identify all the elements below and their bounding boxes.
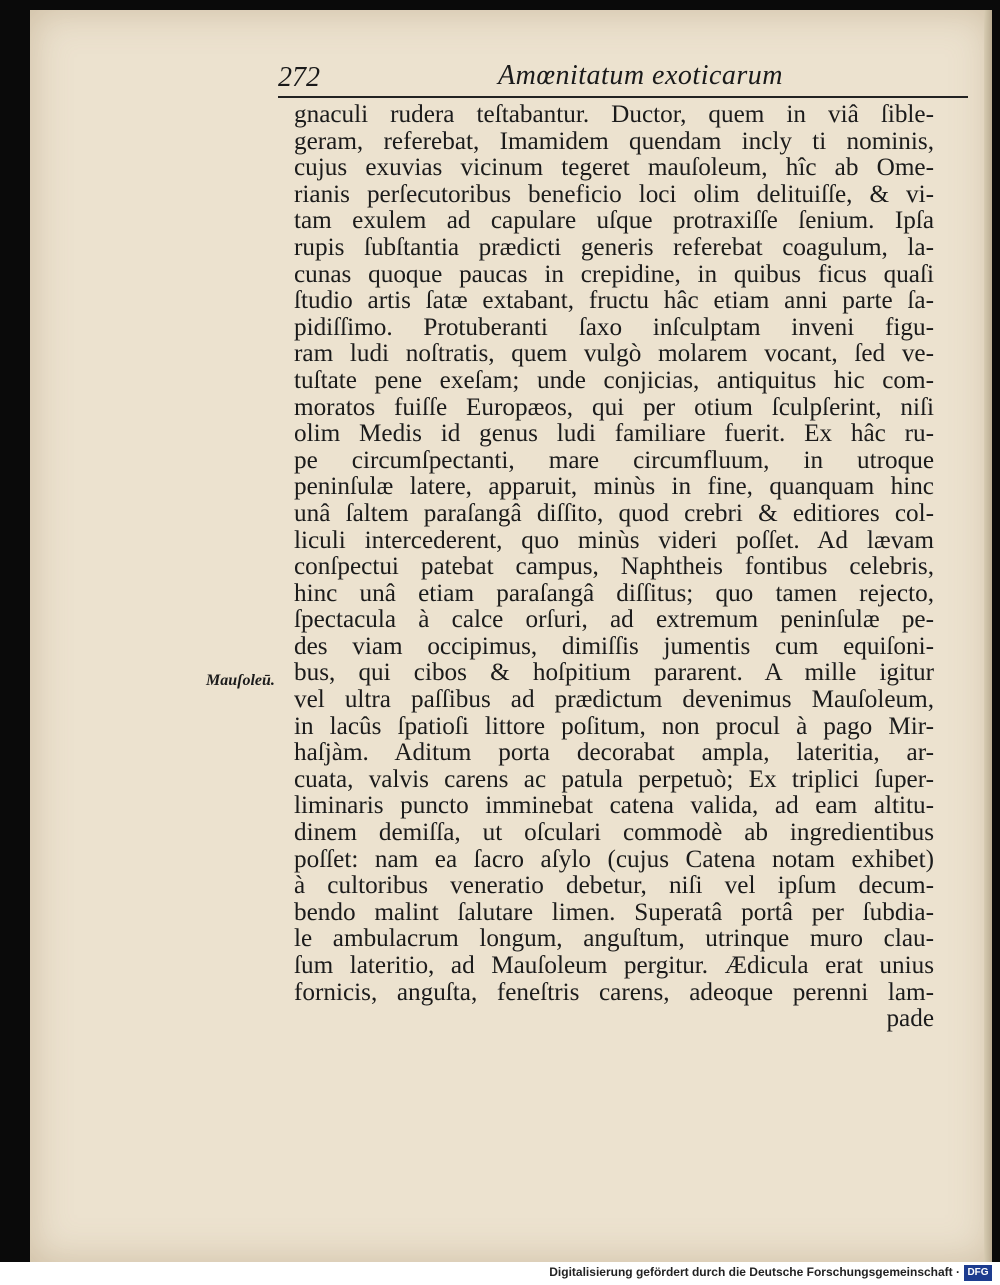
text-line: geram, referebat, Imamidem quendam incly ti nominis,	[294, 127, 934, 155]
catchword-line: pade	[886, 1005, 934, 1033]
text-line: le ambulacrum longum, anguſtum, utrinque muro clau-	[294, 925, 934, 953]
text-line: poſſet: nam ea ſacro aſylo (cujus Catena notam exhibet)	[294, 845, 934, 873]
text-line: bus, qui cibos & hoſpitium pararent. A mille igitur	[294, 659, 934, 687]
text-line: bendo malint ſalutare limen. Superatâ portâ per ſubdia-	[294, 898, 934, 926]
text-line: cuata, valvis carens ac patula perpetuò; Ex triplici ſuper-	[294, 765, 934, 793]
text-line: hinc unâ etiam paraſangâ diſſitus; quo tamen rejecto,	[294, 579, 934, 607]
text-line: dinem demiſſa, ut oſculari commodè ab ingredientibus	[294, 819, 934, 847]
funding-credit: Digitalisierung gefördert durch die Deutsche Forschungsgemeinschaft ·	[549, 1265, 960, 1279]
running-title: Amœnitatum exoticarum	[498, 60, 784, 91]
text-line: ſum lateritio, ad Mauſoleum pergitur. Ædicula erat unius	[294, 952, 934, 979]
body-text	[294, 102, 934, 1033]
text-line: conſpectui patebat campus, Naphtheis fontibus celebris,	[294, 553, 934, 581]
dfg-logo: DFG	[964, 1265, 992, 1281]
text-line: ſtudio artis ſatæ extabant, fructu hâc etiam anni parte ſa-	[294, 287, 934, 315]
text-line: des viam occipimus, dimiſſis jumentis cum equiſoni-	[294, 632, 934, 660]
text-line: liminaris puncto imminebat catena valida, ad eam altitu-	[294, 792, 934, 820]
text-line: moratos fuiſſe Europæos, qui per otium ſculpſerint, niſi	[294, 393, 934, 421]
text-line: tuſtate pene exeſam; unde conjicias, antiquitus hic com-	[294, 366, 934, 394]
text-line: unâ ſaltem paraſangâ diſſito, quod crebri & editiores col-	[294, 499, 934, 527]
page-header	[278, 62, 968, 98]
text-line: rianis perſecutoribus beneficio loci olim delituiſſe, & vi-	[294, 180, 934, 208]
text-line: olim Medis id genus ludi familiare fuerit. Ex hâc ru-	[294, 420, 934, 448]
text-line: ſpectacula à calce orſuri, ad extremum peninſulæ pe-	[294, 606, 934, 634]
text-line: pidiſſimo. Protuberanti ſaxo inſculptam inveni figu-	[294, 313, 934, 341]
text-line: tam exulem ad capulare uſque protraxiſſe ſenium. Ipſa	[294, 207, 934, 235]
text-line: vel ultra paſſibus ad prædictum devenimus Mauſoleum,	[294, 686, 934, 714]
text-line: in lacûs ſpatioſi littore poſitum, non procul à pago Mir-	[294, 712, 934, 740]
text-line: à cultoribus veneratio debetur, niſi vel ipſum decum-	[294, 872, 934, 900]
footer-bar	[0, 1262, 1000, 1285]
text-line: cujus exuvias vicinum tegeret mauſoleum, hîc ab Ome-	[294, 154, 934, 182]
page-number: 272	[278, 62, 320, 93]
text-line: ram ludi noſtratis, quem vulgò molarem vocant, ſed ve-	[294, 340, 934, 368]
text-line: liculi intercederent, quo minùs videri poſſet. Ad lævam	[294, 526, 934, 554]
text-line: rupis ſubſtantia prædicti generis referebat coagulum, la-	[294, 233, 934, 261]
text-line: cunas quoque paucas in crepidine, in quibus ficus quaſi	[294, 260, 934, 288]
text-line: peninſulæ latere, apparuit, minùs in fine, quanquam hinc	[294, 473, 934, 501]
text-line: haſjàm. Aditum porta decorabat ampla, lateritia, ar-	[294, 739, 934, 767]
text-line: fornicis, anguſta, feneſtris carens, adeoque perenni lam-	[294, 978, 934, 1006]
text-line: gnaculi rudera teſtabantur. Ductor, quem in viâ ſible-	[294, 101, 934, 128]
text-line: pe circumſpectanti, mare circumfluum, in utroque	[294, 446, 934, 474]
page-edge	[984, 10, 992, 1262]
margin-note: Mauſoleū.	[206, 672, 275, 689]
